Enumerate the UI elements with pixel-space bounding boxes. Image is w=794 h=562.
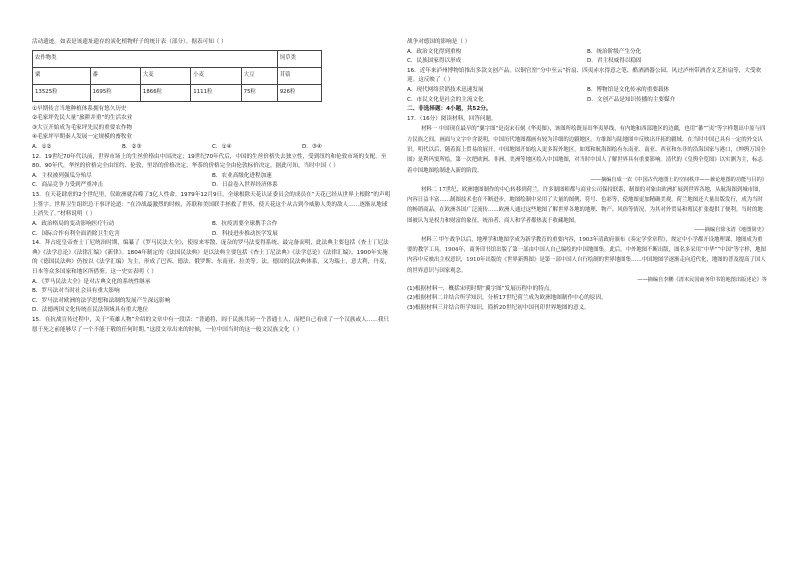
table-cell: 1866粒 xyxy=(140,84,190,101)
table-header: 小麦 xyxy=(191,67,241,84)
table-cell: 1111粒 xyxy=(191,84,241,101)
table-group-forage: 饲草类 xyxy=(277,50,321,67)
material-2-source: ——摘编自徐永清《地图简史》 xyxy=(694,226,767,233)
option[interactable]: B．农业高级化进程加速 xyxy=(212,172,272,179)
q11-item: ④毛家坪早期秦人发展一定规模的畜牧业 xyxy=(32,134,133,141)
q11-stem: 活动遗迹。如表是该遗址遗存的炭化植物籽子的统计表（部分）。据表可知（ ） xyxy=(32,39,227,45)
table-header: 大豆 xyxy=(241,67,277,84)
q12-options-row2 xyxy=(32,181,392,191)
left-column xyxy=(32,38,392,335)
table-header: 黍 xyxy=(90,67,140,84)
option[interactable]: D．文创产品是知识传播的主要媒介 xyxy=(587,96,676,103)
option[interactable]: D．法德两国文化传统在民法领域具有重大地位 xyxy=(32,307,149,314)
q13-options xyxy=(32,220,392,230)
material-1-source: ——摘编自成一农《中国古代地图上的空间秩序——兼论地图的功能与目的》 xyxy=(590,176,767,183)
sub-question-3: (3)根据材料三并结合所学知识，简析20世纪初中国刊印世界地图的意义。 xyxy=(407,304,590,311)
q13-stem: 13．在天花肆虐的2个世纪里，仅欧洲就吞噬了3亿人性命。1979年12月9日，全球根除天花认证委员会的成员在“天花已经从世界上根除”的声明上签字。世界卫生组织总干事评论道：“在冷战最激烈的时候，苏联和美国联手拯救了世界，使天花这个从古到今威胁人类的敌人……逐渐从地球上消失了。”材料说明（ ） xyxy=(32,192,391,218)
table-cell: 13525粒 xyxy=(33,84,91,101)
q11-item: ①早期传言当地种植体系拥有悠久历史 xyxy=(32,105,127,112)
sub-question-1: (1)根据材料一，概括宋明时期“翼字图”发展历程中的特点。 xyxy=(407,285,555,292)
q14-stem: 14．拜占庭皇帝查士丁尼统治时期，编纂了《罗马民法大全》，使原来零散、庞杂的罗马法变得系统、最完备而明，此法典主要包括《查士丁尼法典》《法学总论》《法律汇编》《新律》。1804年制定的《法国民法典》是以法典主要包括《查士丁尼法典》《法学总论》《法律汇编》，1900年实施的《德国民法典》仍按以《法学汇编》为主，形成了巴西、德法、俄罗斯、东南亚、拉美等。法，德国的民法典体系，又为瑞士，意大利，丹麦，日本等众多国家和地区所借鉴。这一史实表明（ ） xyxy=(32,240,391,275)
table-header: 苜蓿 xyxy=(277,67,321,84)
option[interactable]: B．抗疫需要全球携手合作 xyxy=(212,220,278,227)
q16-options xyxy=(407,86,767,96)
right-column xyxy=(407,38,767,314)
q16-stem: 16．近年来泸州博物馆推出多款文创产品，以铜官窑“分中至云”折扇、四夷赤水得意之笔、酷酒酒器公园、风过泸州带酒香文艺折扇等，大受欢迎。这反映了（ ） xyxy=(407,67,762,84)
material-3-source: ——摘编自李鹏《清末民国商务印书馆地图出版述论》等 xyxy=(637,276,767,283)
table-group-crops: 农作物类 xyxy=(33,50,278,67)
option[interactable]: D．科技进步推动医学发展 xyxy=(212,230,278,237)
option[interactable]: A．现代网络营销技术迅速发展 xyxy=(407,87,484,94)
q17-stem: 17．（16分）阅读材料，回答问题。 xyxy=(407,115,497,122)
option[interactable]: A．主权被列强瓜分殆尽 xyxy=(32,172,92,179)
table-header: 粟 xyxy=(33,67,91,84)
table-cell: 1695粒 xyxy=(90,84,140,101)
table-cell: 75粒 xyxy=(241,84,277,101)
q11-item: ②毛家坪先民大量“旅耕并重”的生活农业 xyxy=(32,115,133,122)
option[interactable]: D．日益卷入世界经济体系 xyxy=(212,182,278,189)
option[interactable]: C．市民文化是社会的主流文化 xyxy=(407,96,484,103)
q11-item: ③大豆开始成为毛家坪先民的重要农作物 xyxy=(32,124,133,131)
q15-options xyxy=(407,48,767,58)
option[interactable]: C．①④ xyxy=(212,144,232,151)
option[interactable]: A．《罗马民法大全》是对古典文化的系统性继承 xyxy=(32,278,151,285)
q16-options-row2 xyxy=(407,96,767,106)
option[interactable]: D．君主权威得以稳固 xyxy=(587,58,642,65)
option[interactable]: B．统治阶级产生分化 xyxy=(587,48,642,55)
section-title: 二、非选择题：4小题，共52分。 xyxy=(407,106,492,113)
option[interactable]: B．罗马法对当时社会具有重大影响 xyxy=(32,288,120,295)
q12-options xyxy=(32,172,392,182)
option[interactable]: C．商品竞争力受到严重冲击 xyxy=(32,182,104,189)
q13-options-row2 xyxy=(32,230,392,240)
q15-stem-tail: 战争对德国的影响是（ ） xyxy=(407,39,471,45)
q15-stem: 15．在抗战宣传过程中，关于“英雄人物”介绍的文章中有一段话：“普通将，阎于民族共同一个普通士人，而把自己看成了一个汉族或人……我只愿于死之前能够尽了一个不能干敬的任何时期。”这段文章出来的时候，一位中国当时的这一般文民族文化（ ） xyxy=(32,317,390,333)
option[interactable]: C．民族国家得以形成 xyxy=(407,58,462,65)
q15-options-row2 xyxy=(407,57,767,67)
option[interactable]: A．政治文化得到重构 xyxy=(407,48,462,55)
q11-options xyxy=(32,143,392,153)
option[interactable]: D．③④ xyxy=(302,144,322,151)
material-1: 材料一 中国现在最早的“翼字图”是南宋石刻《华夷图》，该图所绘既显出华夷界线，有内地和西部地区的边疆，也用“蕃”“夷”等字样划出中原与四方民族之间，画面与文字中含说明，中国历代地图都画有较为详细的边疆地区。方维图与陆地图中反映出开拓的疆域。在当时中国已具有一定的外交认识。明代以后，随着海上贸易的展开，中国地图开始绘入更多海外地区，如郑和航海图绘有东南亚、南亚、西亚和东非的沿海国家与港口，《坤舆万国全图》是利玛窦所绘，第一次把欧洲、非洲、美洲等地区绘入中国地图，对当时中国人了解世界具有重要影响。清代的《皇舆全览图》以实测为主，标志着中国地图绘制进入新的阶段。 xyxy=(407,126,766,174)
material-3: 材料三 甲午战争以后，地理学和地图学成为新学教育的重要内容，1903年清政府颁布《奏定学堂章程》，规定中小学都开设地理课，地图成为重要的教学工具。1904年，商务印书馆出版了第一部由中国人自己编绘的中国地图集。此后，中外地图不断出版，图名多采用“中华”“中国”等字样，地图内容中反映出主权意识，1910年出版的《世界新舆图》是第一部中国人自行绘制的世界地图集……中国地图学逐渐走向近代化，地图的普及提高了国人的世界意识与国家观念。 xyxy=(407,236,766,274)
material-2: 材料二 17世纪，欧洲地图制作的中心转移到荷兰。许多制图师都与商业公司保持联系，制图的对象由欧洲扩展到世界各地，从航海图到城市图，内容日益丰富……制图技术也在不断进步，地图绘制中采用了大量的图例、符号、色彩等，使地图更加精确美观，荷兰地图还大量出版发行，成为当时的畅销商品，在欧洲各国广泛流传……欧洲人通过这些地图了解世界各地的地理、物产、风俗等情况，为其对外贸易和殖民扩张提供了便利。当时的地图被认为是权力和财富的象征，统治者、商人和学者都热衷于收藏地图。 xyxy=(407,186,764,224)
option[interactable]: C．罗马法对欧洲的法学思想和法制的发展产生深远影响 xyxy=(32,297,171,304)
option[interactable]: A．政治格局的变动影响医疗行动 xyxy=(32,220,115,227)
table-header: 大麦 xyxy=(140,67,190,84)
q12-stem: 12．19世纪70年代以前，世界市场上的生丝价格由中国决定；19世纪70年代后，中国的生丝价格失去独立性，受到纽约和伦敦市场的支配。至80、90年代，华丝的价格完全由纽约、伦敦，里昂的价格决定，华茶的价格完全由伦敦标价决定。据此可知，当时中国（ ） xyxy=(32,153,387,170)
option[interactable]: A．①② xyxy=(32,144,52,151)
option[interactable]: B．②③ xyxy=(122,144,142,151)
option[interactable]: B．博物馆是文化传承的重要载体 xyxy=(587,87,670,94)
table-cell: 926粒 xyxy=(277,84,321,101)
option[interactable]: C．国际合作有利全面消除卫生危害 xyxy=(32,230,120,237)
sub-question-2: (2)根据材料二并结合所学知识，分析17世纪荷兰成为欧洲地图制作中心的原因。 xyxy=(407,295,607,302)
seed-table xyxy=(32,50,322,102)
